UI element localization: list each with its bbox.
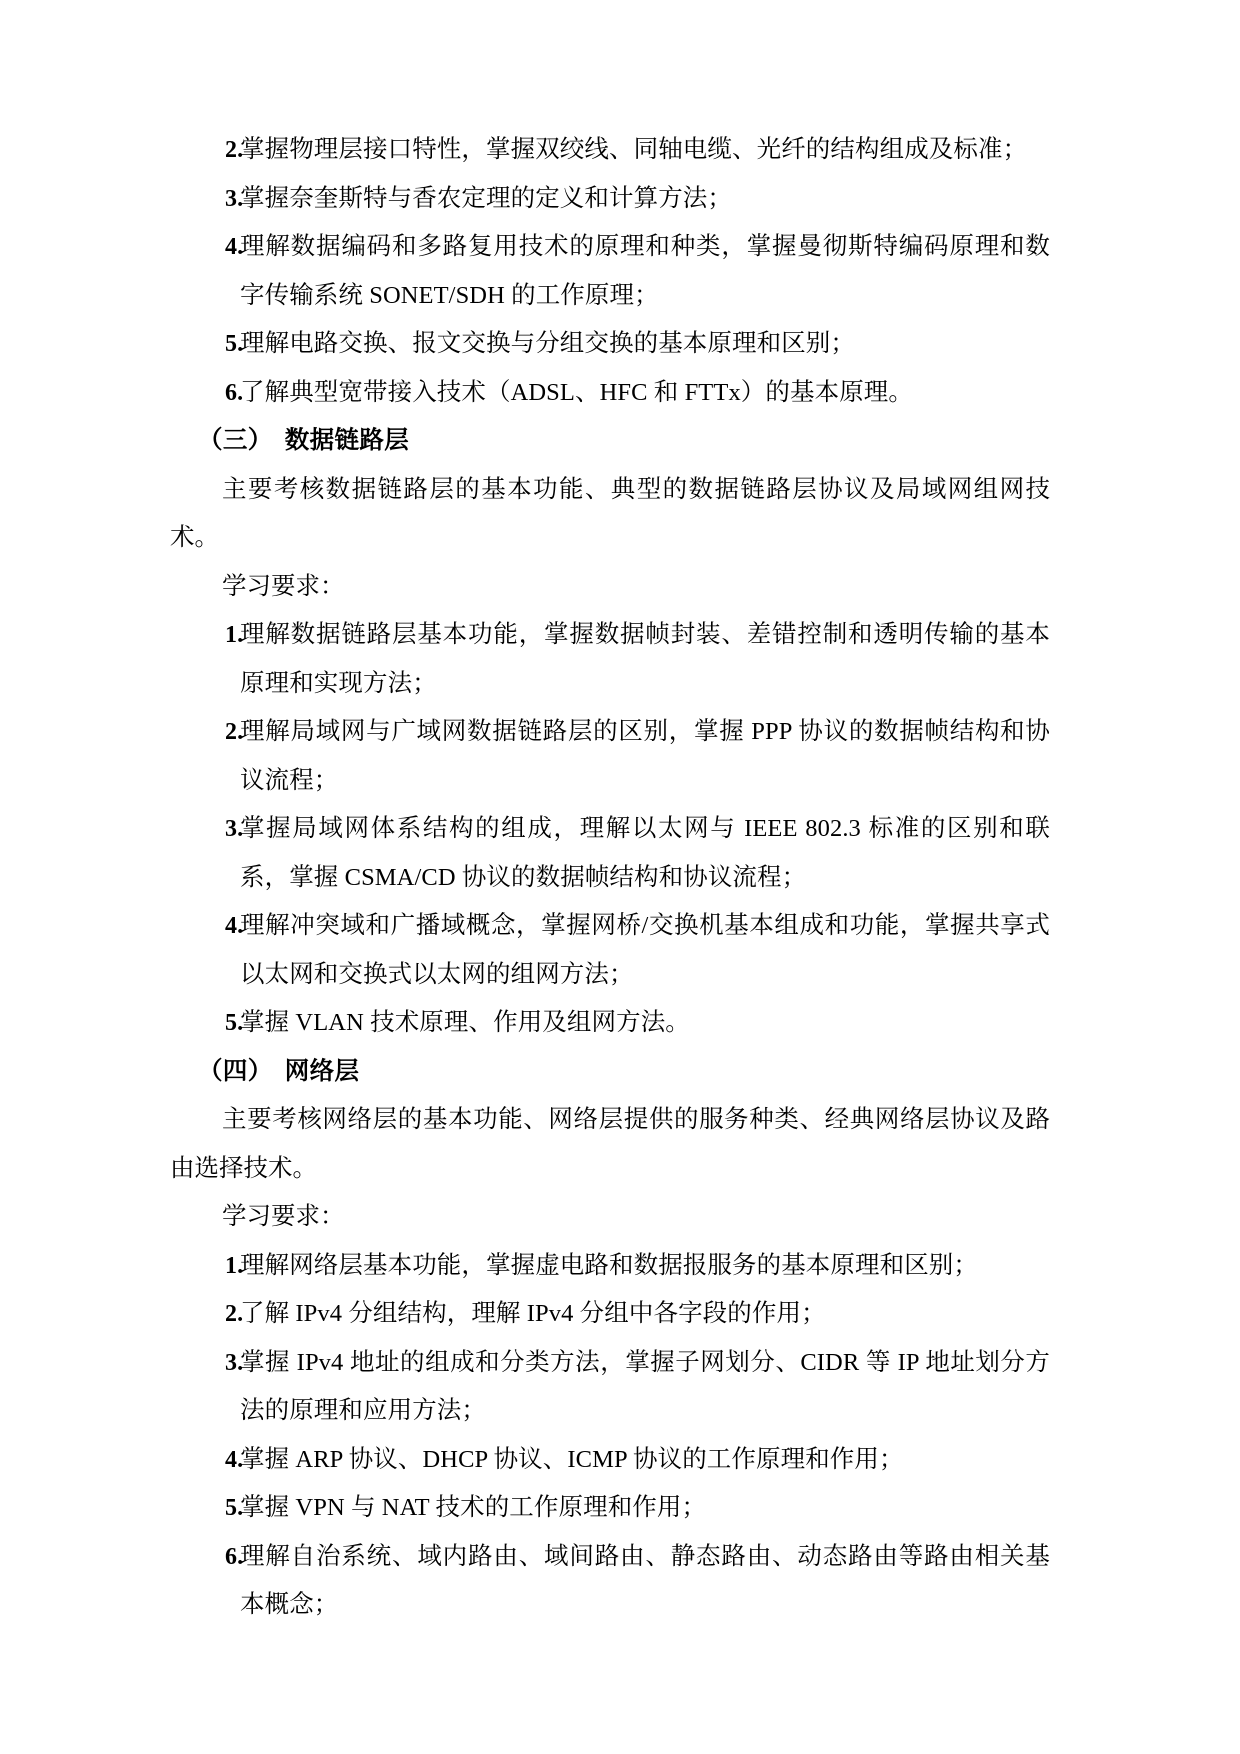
requirement-item <box>170 805 1050 902</box>
list-item-number: 3. <box>225 185 244 212</box>
list-item-text: 掌握 VPN 与 NAT 技术的工作原理和作用； <box>240 1494 707 1521</box>
list-item-number: 4. <box>225 1446 244 1473</box>
requirement-item <box>170 902 1050 999</box>
document-content <box>170 126 1050 1630</box>
requirement-item <box>170 369 1050 418</box>
list-item-number: 2. <box>225 719 244 745</box>
requirement-item <box>170 1339 1050 1436</box>
list-item-text: 掌握局域网体系结构的组成，理解以太网与 IEEE 802.3 标准的区别和联系，掌握 CSMA/CD 协议的数据帧结构和协议流程； <box>240 815 1050 891</box>
requirement-item <box>170 1242 1050 1291</box>
section-heading-data-link-layer <box>170 417 1050 466</box>
list-item-text: 了解 IPv4 分组结构，理解 IPv4 分组中各字段的作用； <box>240 1300 826 1327</box>
list-item-text: 理解电路交换、报文交换与分组交换的基本原理和区别； <box>240 330 855 357</box>
list-item-text: 理解自治系统、域内路由、域间路由、静态路由、动态路由等路由相关基本概念； <box>240 1542 1050 1618</box>
section-overview-paragraph: 主要考核数据链路层的基本功能、典型的数据链路层协议及局域网组网技术。 <box>170 475 1050 551</box>
requirement-item <box>170 223 1050 320</box>
list-item-text: 了解典型宽带接入技术（ADSL、HFC 和 FTTx）的基本原理。 <box>240 378 913 406</box>
section-overview-paragraph: 主要考核网络层的基本功能、网络层提供的服务种类、经典网络层协议及路由选择技术。 <box>170 1106 1050 1182</box>
requirement-item <box>170 999 1050 1048</box>
requirement-item <box>170 1290 1050 1339</box>
section-heading-marker: （三） <box>198 427 273 454</box>
requirement-item <box>170 320 1050 369</box>
requirement-item <box>170 126 1050 175</box>
list-item-number: 5. <box>225 1495 244 1521</box>
section-heading-title: 网络层 <box>284 1057 360 1085</box>
list-item-number: 5. <box>225 331 244 357</box>
list-item-text: 掌握物理层接口特性，掌握双绞线、同轴电缆、光纤的结构组成及标准； <box>240 136 1028 163</box>
list-item-text: 掌握 IPv4 地址的组成和分类方法，掌握子网划分、CIDR 等 IP 地址划分方法的原理和应用方法； <box>240 1348 1050 1424</box>
list-item-number: 4. <box>225 913 244 939</box>
requirement-item <box>170 1484 1050 1533</box>
section-heading-title: 数据链路层 <box>284 427 410 454</box>
requirement-item <box>170 175 1050 224</box>
requirement-item <box>170 611 1050 708</box>
list-item-number: 1. <box>225 622 244 648</box>
section-heading-network-layer <box>170 1048 1050 1097</box>
learning-requirements-label: 学习要求： <box>222 572 345 600</box>
list-item-text: 理解局域网与广域网数据链路层的区别，掌握 PPP 协议的数据帧结构和协议流程； <box>240 718 1050 794</box>
list-item-number: 5. <box>225 1010 244 1036</box>
list-item-text: 掌握 VLAN 技术原理、作用及组网方法。 <box>240 1009 690 1036</box>
list-item-number: 1. <box>225 1252 244 1279</box>
list-item-text: 理解网络层基本功能，掌握虚电路和数据报服务的基本原理和区别； <box>240 1251 978 1279</box>
list-item-text: 理解数据链路层基本功能，掌握数据帧封装、差错控制和透明传输的基本原理和实现方法； <box>240 621 1050 697</box>
list-item-text: 掌握奈奎斯特与香农定理的定义和计算方法； <box>240 184 732 212</box>
requirement-item <box>170 708 1050 805</box>
list-item-number: 6. <box>225 379 244 406</box>
requirement-item <box>170 1533 1050 1630</box>
list-item-number: 6. <box>225 1543 244 1570</box>
list-item-text: 理解冲突域和广播域概念，掌握网桥/交换机基本组成和功能，掌握共享式以太网和交换式以太网的组网方法； <box>240 912 1050 988</box>
list-item-number: 2. <box>225 1301 244 1327</box>
list-item-number: 3. <box>225 1349 244 1376</box>
requirement-item <box>170 1436 1050 1485</box>
list-item-number: 4. <box>225 234 244 260</box>
list-item-number: 3. <box>225 816 244 842</box>
list-item-text: 掌握 ARP 协议、DHCP 协议、ICMP 协议的工作原理和作用； <box>240 1445 904 1473</box>
section-heading-marker: （四） <box>198 1057 273 1085</box>
list-item-number: 2. <box>225 137 244 163</box>
list-item-text: 理解数据编码和多路复用技术的原理和种类，掌握曼彻斯特编码原理和数字传输系统 SONET/SDH 的工作原理； <box>240 233 1050 309</box>
learning-requirements-label: 学习要求： <box>222 1203 345 1230</box>
